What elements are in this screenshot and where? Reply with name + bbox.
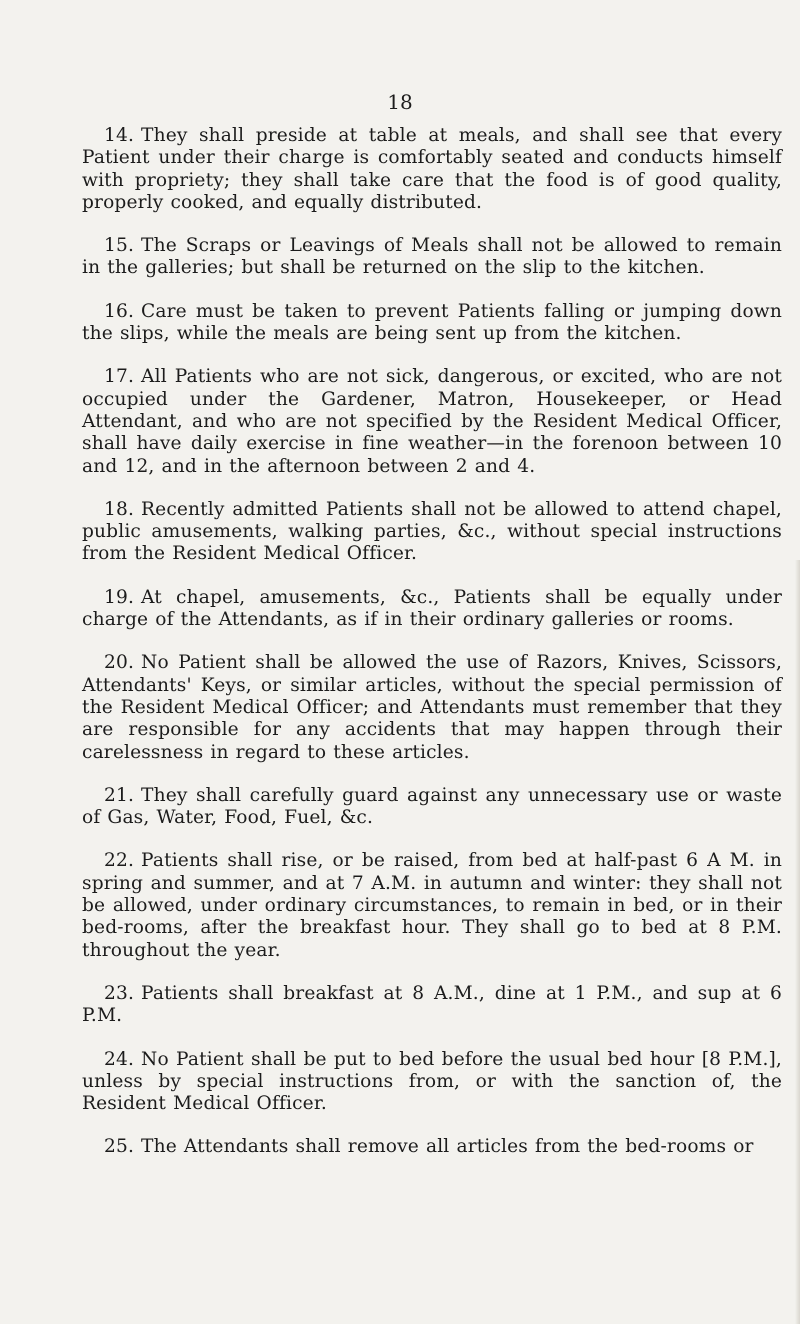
rule-number: 18. (104, 498, 135, 520)
rule-21 (82, 785, 782, 830)
rules-list (82, 125, 782, 1159)
rule-16 (82, 301, 782, 346)
rule-text: The Attendants shall remove all articles from the bed-rooms or (141, 1136, 754, 1158)
rule-20 (82, 652, 782, 763)
rule-number: 15. (104, 235, 135, 257)
rule-18 (82, 499, 782, 566)
page-number: 18 (387, 90, 413, 114)
rule-22 (82, 850, 782, 961)
rule-text: Care must be taken to prevent Patients falling or jumping down the slips, while the meals are being sent up from the kitchen. (82, 300, 782, 345)
rule-number: 19. (104, 586, 135, 608)
rule-15 (82, 235, 782, 280)
rule-number: 24. (104, 1048, 135, 1070)
rule-text: Patients shall rise, or be raised, from bed at half-past 6 A M. in spring and summer, and at 7 A.M. in autumn and winter: they shall not be allowed, under ordinary circumstances, to remain in bed, or in their bed-rooms, after the breakfast hour. They shall go to bed at 8 P.M. throughout the year. (82, 850, 782, 961)
rule-number: 25. (104, 1136, 135, 1158)
rule-17 (82, 366, 782, 477)
rule-number: 16. (104, 300, 135, 322)
rule-text: Patients shall breakfast at 8 A.M., dine at 1 P.M., and sup at 6 P.M. (82, 982, 782, 1027)
rule-text: They shall carefully guard against any unnecessary use or waste of Gas, Water, Food, Fuel, &c. (82, 784, 782, 829)
rule-23 (82, 983, 782, 1028)
rule-text: No Patient shall be put to bed before the usual bed hour [8 P.M.], unless by special instructions from, or with the sanction of, the Resident Medical Officer. (82, 1048, 782, 1115)
rule-number: 17. (104, 366, 135, 388)
rule-text: At chapel, amusements, &c., Patients shall be equally under charge of the Attendants, as if in their ordinary galleries or rooms. (82, 586, 782, 631)
rule-number: 23. (104, 982, 135, 1004)
rule-text: Recently admitted Patients shall not be allowed to attend chapel, public amusements, walking parties, &c., without special instructions from the Resident Medical Officer. (82, 498, 782, 565)
rule-24 (82, 1049, 782, 1116)
rule-number: 21. (104, 784, 135, 806)
rule-text: They shall preside at table at meals, and shall see that every Patient under their charge is comfortably seated and conducts himself with propriety; they shall take care that the food is of good quality, properly cooked, and equally distributed. (82, 125, 782, 213)
rule-text: All Patients who are not sick, dangerous, or excited, who are not occupied under the Gardener, Matron, Housekeeper, or Head Attendant, and who are not specified by the Resident Medical Officer, shall have daily exercise in fine weather—in the forenoon between 10 and 12, and in the afternoon between 2 and 4. (82, 366, 782, 477)
rule-number: 14. (104, 125, 135, 146)
rule-text: The Scraps or Leavings of Meals shall not be allowed to remain in the galleries; but shall be returned on the slip to the kitchen. (82, 235, 782, 279)
page-edge-shadow (795, 560, 800, 1324)
rule-25 (82, 1136, 782, 1158)
rule-19 (82, 587, 782, 632)
rule-number: 20. (104, 652, 135, 674)
rule-number: 22. (104, 850, 135, 872)
rule-14 (82, 125, 782, 214)
rule-text: No Patient shall be allowed the use of Razors, Knives, Scissors, Attendants' Keys, or similar articles, without the special permission of the Resident Medical Officer; and Attendants must remember that they are responsible for any accidents that may happen through their carelessness in regard to these articles. (82, 652, 782, 763)
